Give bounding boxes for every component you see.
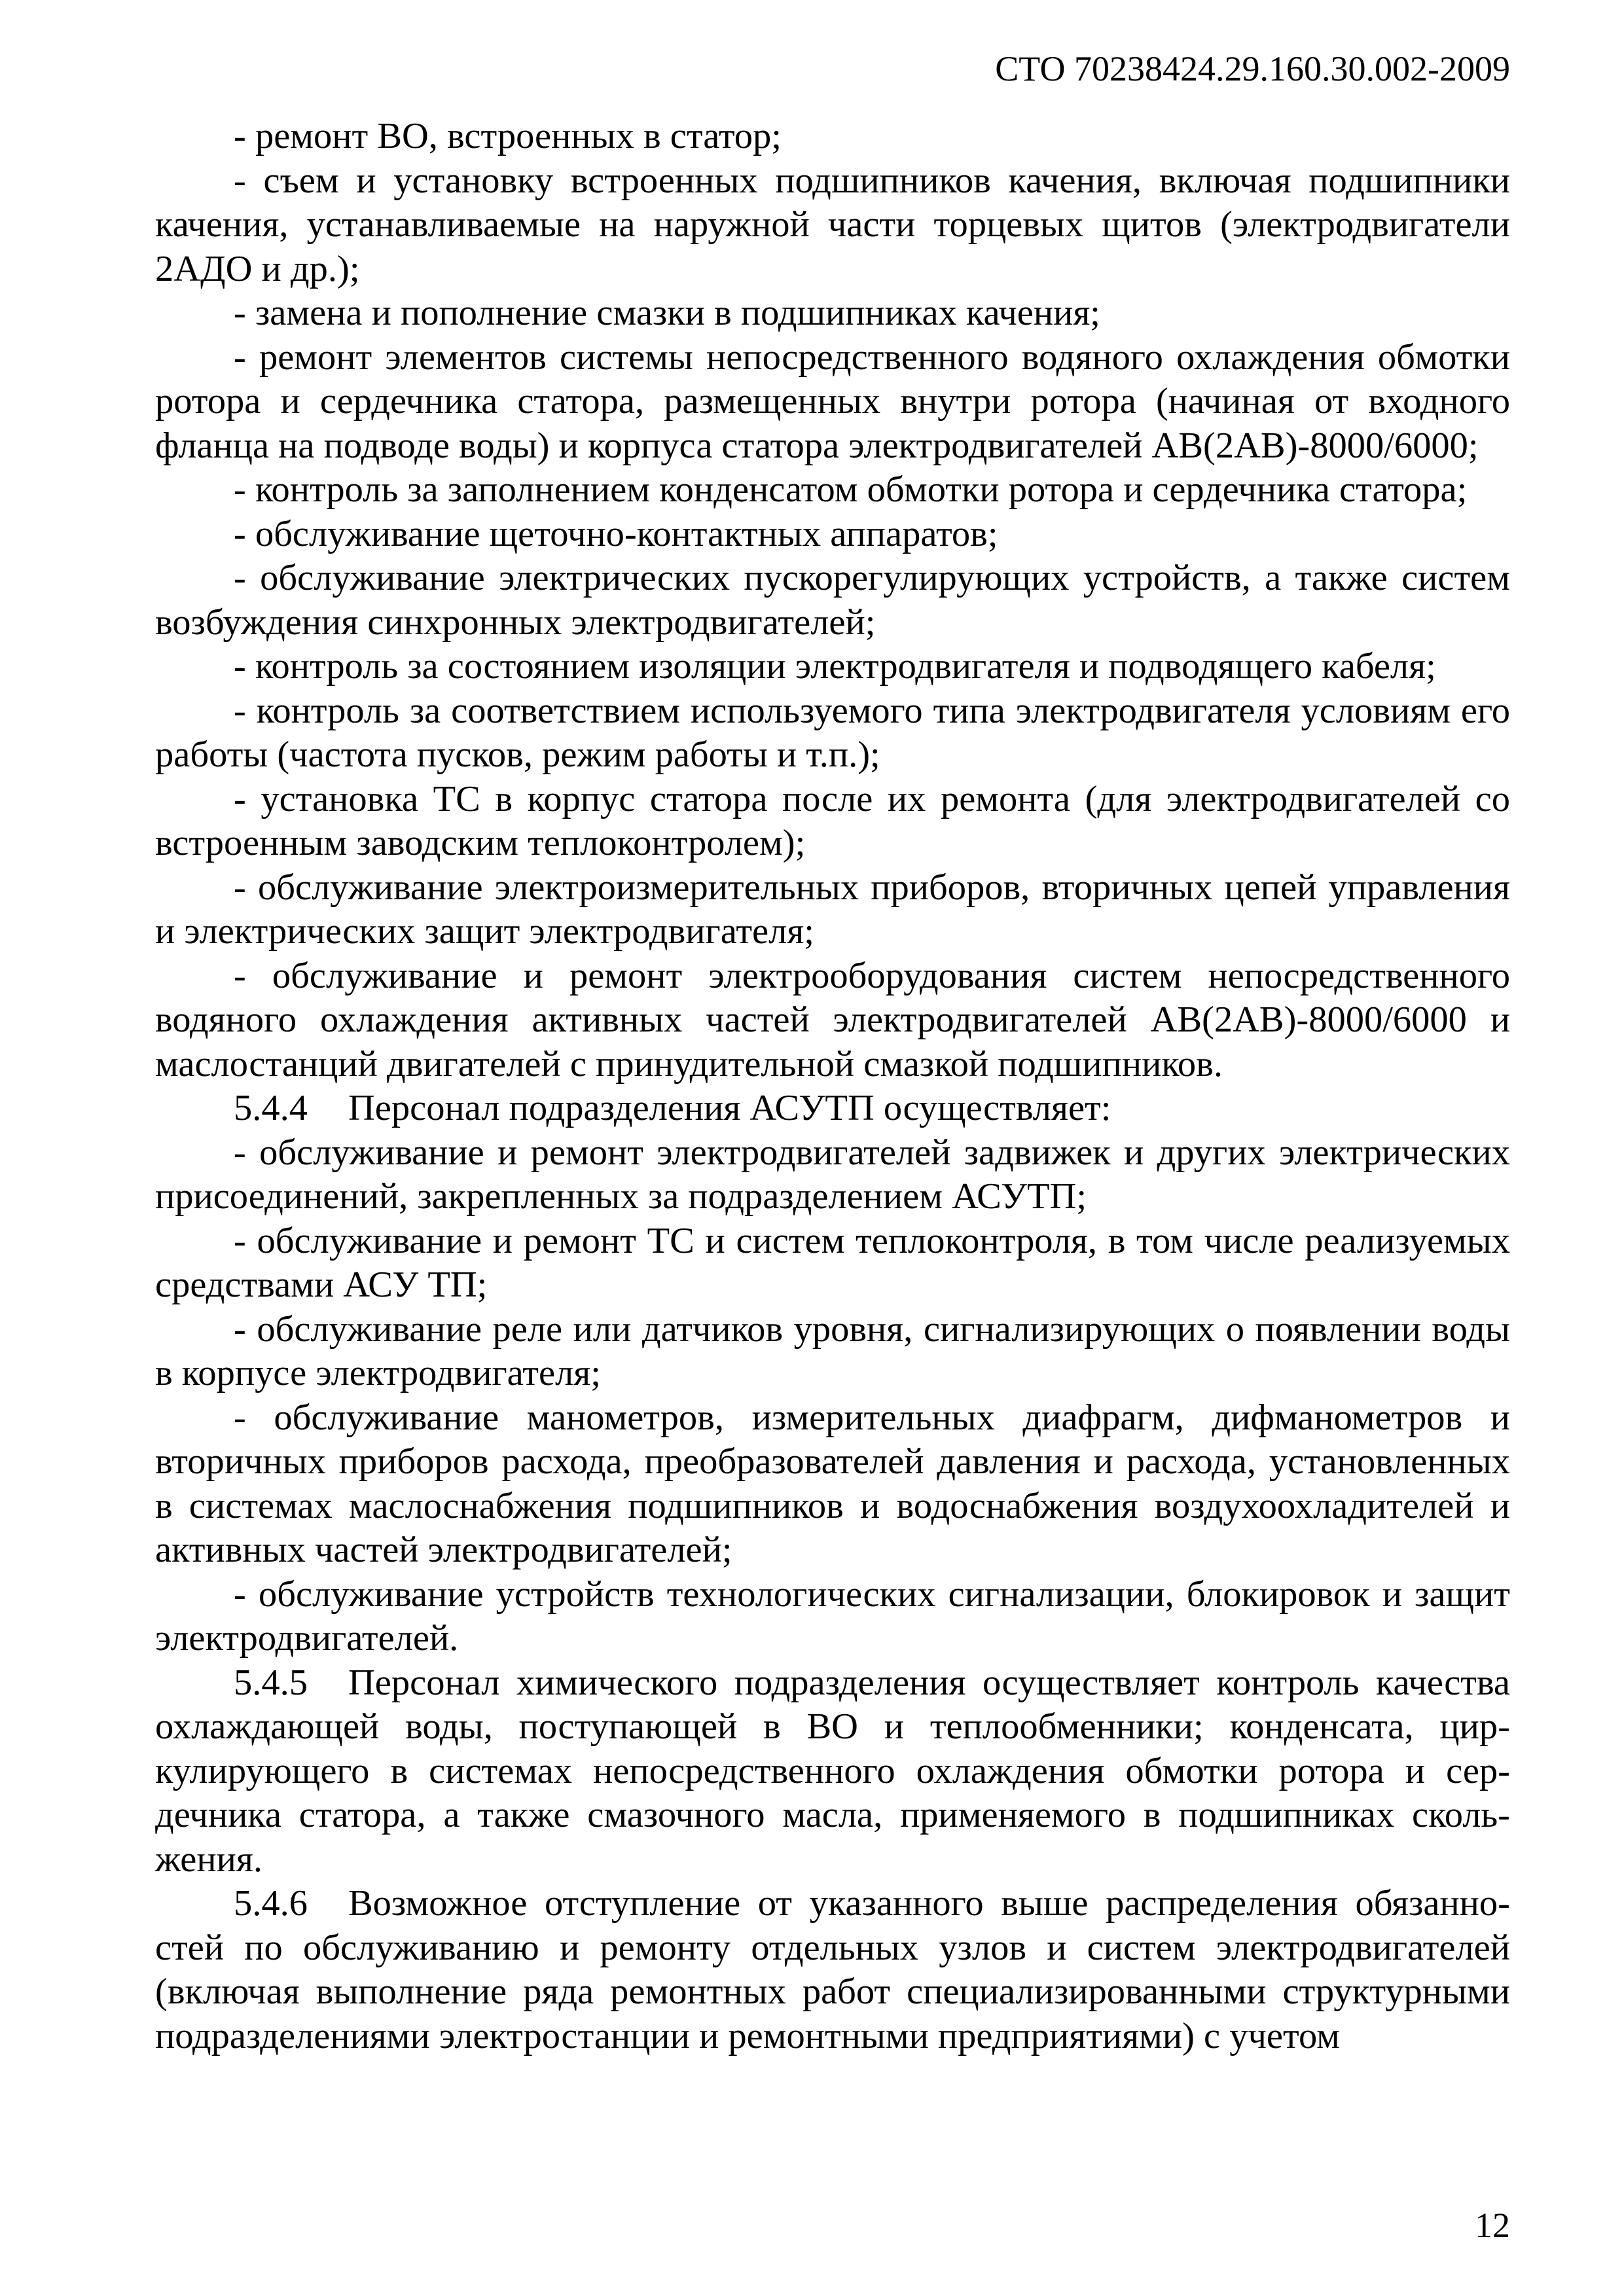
paragraph-text: - обслуживание электроизмерительных приборов, вторичных цепей управления и электрических защит электродвигателя; — [155, 867, 1510, 952]
paragraph-text: - обслуживание электрических пускорегулирующих устройств, а также систем возбуждения синхронных электродвигателей; — [155, 558, 1510, 643]
paragraph-text: - контроль за состоянием изоляции электродвигателя и подводящего кабеля; — [234, 646, 1436, 687]
paragraph-text: - установка ТС в корпус статора после их ремонта (для электродвигателей со встроенным заводским теплоконтролем); — [155, 778, 1510, 863]
paragraph-text: - ремонт элементов системы непосредственного водяного охлаждения обмотки ротора и сердечника статора, размещенных внутри ротора (начиная от входного фланца на подводе воды) и корпуса статора электродвигателей АВ(2АВ)-8000/6000; — [155, 336, 1510, 466]
body-text — [155, 115, 1510, 2058]
paragraph — [155, 468, 1510, 512]
paragraph-text: Возможное отступление от указанного выше распределения обязанностей по обслуживанию и ремонту отдельных узлов и систем электродвигателей (включая выполнение ряда ремонтных работ специализированными структурными подразделениями электростанции и ремонтными предприятиями) с учетом — [155, 1883, 1510, 2056]
paragraph-text: - контроль за заполнением конденсатом обмотки ротора и сердечника статора; — [234, 469, 1468, 510]
section-paragraph — [155, 1882, 1510, 2058]
paragraph-text: - замена и пополнение смазки в подшипниках качения; — [234, 293, 1100, 333]
paragraph — [155, 1573, 1510, 1661]
section-number: 5.4.4 — [234, 1088, 308, 1128]
paragraph — [155, 645, 1510, 689]
paragraph-text: Персонал подразделения АСУТП осуществляет: — [348, 1088, 1111, 1128]
section-paragraph — [155, 1661, 1510, 1882]
paragraph-text: - обслуживание реле или датчиков уровня, сигнализирующих о появлении воды в корпусе электродвигателя; — [155, 1308, 1510, 1393]
paragraph — [155, 1131, 1510, 1219]
paragraph-text: - обслуживание и ремонт ТС и систем теплоконтроля, в том числе реализуемых средствами АСУ ТП; — [155, 1220, 1510, 1305]
paragraph — [155, 336, 1510, 469]
document-code-header: СТО 70238424.29.160.30.002-2009 — [995, 49, 1510, 88]
paragraph — [155, 1396, 1510, 1573]
paragraph-text: - контроль за соответствием используемого типа электродвигателя условиям его работы (частота пусков, режим работы и т.п.); — [155, 690, 1510, 775]
paragraph — [155, 159, 1510, 292]
paragraph-text: - ремонт ВО, встроенных в статор; — [234, 116, 782, 156]
paragraph — [155, 291, 1510, 336]
paragraph — [155, 778, 1510, 866]
paragraph-text: - обслуживание манометров, измерительных диафрагм, дифманометров и вторичных приборов расхода, преобразователей давления и расхода, установленных в системах маслоснабжения подшипников и водоснабжения воздухоохладителей и активных частей электродвигателей; — [155, 1397, 1510, 1570]
paragraph — [155, 689, 1510, 778]
paragraph — [155, 954, 1510, 1087]
paragraph-text: - съем и установку встроенных подшипников качения, включая подшипники качения, устанавливаемые на наружной части торцевых щитов (электродвигатели 2АДО и др.); — [155, 160, 1510, 289]
section-paragraph — [155, 1086, 1510, 1131]
paragraph-text: - обслуживание устройств технологических сигнализации, блокировок и защит электродвигателей. — [155, 1573, 1510, 1659]
paragraph — [155, 512, 1510, 557]
paragraph-text: - обслуживание и ремонт электродвигателей задвижек и других электрических присоединений, закрепленных за подразделением АСУТП; — [155, 1132, 1510, 1217]
paragraph-text: - обслуживание и ремонт электрооборудования систем непосредственного водяного охлаждения активных частей электродвигателей АВ(2АВ)-8000/6000 и маслостанций двигателей с принудительной смазкой подшипников. — [155, 955, 1510, 1085]
section-number: 5.4.6 — [234, 1883, 308, 1924]
paragraph — [155, 1308, 1510, 1396]
page-number: 12 — [1475, 2206, 1510, 2245]
paragraph — [155, 556, 1510, 645]
paragraph — [155, 866, 1510, 954]
section-number: 5.4.5 — [234, 1662, 308, 1703]
paragraph — [155, 115, 1510, 159]
paragraph — [155, 1219, 1510, 1308]
paragraph-text: - обслуживание щеточно-контактных аппаратов; — [234, 513, 998, 554]
paragraph-text: Персонал химического подразделения осуществляет контроль качества охлаждающей воды, поступающей в ВО и теплообменники; конденсата, циркулирующего в системах непосредственного охлаждения обмотки ротора и сердечника статора, а также смазочного масла, применяемого в подшипниках скольжения. — [155, 1662, 1510, 1880]
